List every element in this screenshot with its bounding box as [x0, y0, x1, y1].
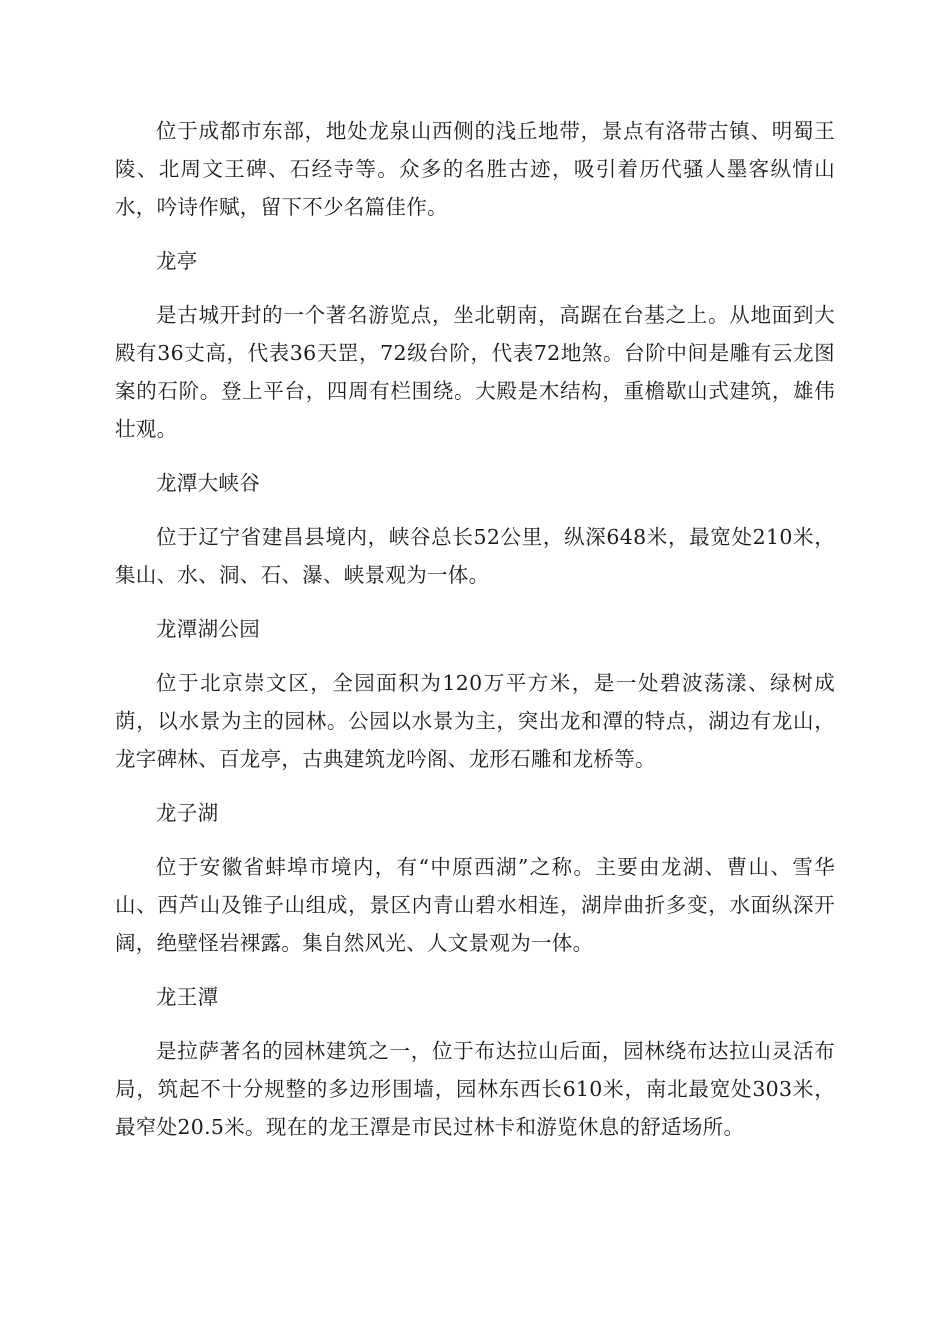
heading-longtan-lake-park: 龙潭湖公园 — [156, 617, 260, 641]
paragraph-longwang-pond: 是拉萨著名的园林建筑之一，位于布达拉山后面，园林绕布达拉山灵活布局，筑起不十分规整的多边形围墙，园林东西长610米，南北最宽处303米，最窄处20.5米。现在的龙王潭是市民过林卡和游览休息的舒适场所。 — [115, 1039, 835, 1139]
heading-longtan-canyon: 龙潭大峡谷 — [156, 471, 260, 495]
document-content — [115, 112, 835, 1162]
heading-longting: 龙亭 — [156, 249, 198, 273]
paragraph-longzi-lake: 位于安徽省蚌埠市境内，有“中原西湖”之称。主要由龙湖、曹山、雪华山、西芦山及锥子山组成，景区内青山碧水相连，湖岸曲折多变，水面纵深开阔，绝壁怪岩裸露。集自然风光、人文景观为一体。 — [115, 855, 835, 955]
paragraph-longting: 是古城开封的一个著名游览点，坐北朝南，高踞在台基之上。从地面到大殿有36丈高，代表36天罡，72级台阶，代表72地煞。台阶中间是雕有云龙图案的石阶。登上平台，四周有栏围绕。大殿是木结构，重檐歇山式建筑，雄伟壮观。 — [115, 303, 835, 441]
heading-longzi-lake: 龙子湖 — [156, 801, 219, 825]
paragraph-intro: 位于成都市东部，地处龙泉山西侧的浅丘地带，景点有洛带古镇、明蜀王陵、北周文王碑、石经寺等。众多的名胜古迹，吸引着历代骚人墨客纵情山水，吟诗作赋，留下不少名篇佳作。 — [115, 119, 835, 219]
paragraph-longtan-lake-park: 位于北京崇文区，全园面积为120万平方米，是一处碧波荡漾、绿树成荫，以水景为主的园林。公园以水景为主，突出龙和潭的特点，湖边有龙山，龙字碑林、百龙亭，古典建筑龙吟阁、龙形石雕和龙桥等。 — [115, 671, 835, 771]
paragraph-longtan-canyon: 位于辽宁省建昌县境内，峡谷总长52公里，纵深648米，最宽处210米，集山、水、洞、石、瀑、峡景观为一体。 — [115, 525, 835, 587]
heading-longwang-pond: 龙王潭 — [156, 985, 219, 1009]
